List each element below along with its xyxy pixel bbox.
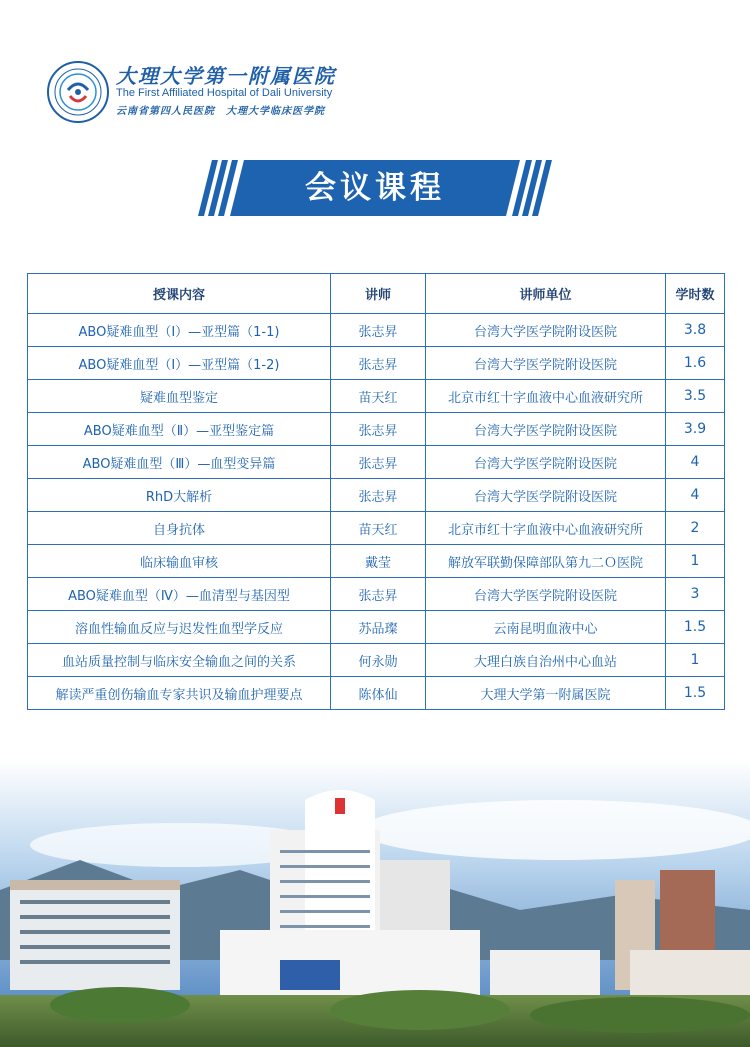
lecturer-unit-cell: 台湾大学医学院附设医院 [426, 413, 666, 446]
credit-hours-cell: 3.9 [666, 413, 725, 446]
table-header-row [28, 274, 725, 314]
course-content-cell: 自身抗体 [28, 512, 331, 545]
credit-hours-cell: 3 [666, 578, 725, 611]
course-content-cell: 血站质量控制与临床安全输血之间的关系 [28, 644, 331, 677]
lecturer-unit-cell: 解放军联勤保障部队第九二Ｏ医院 [426, 545, 666, 578]
lecturer-cell: 陈体仙 [331, 677, 426, 710]
header-course-content: 授课内容 [28, 274, 331, 314]
table-row [28, 512, 725, 545]
credit-hours-cell: 1.5 [666, 611, 725, 644]
hospital-name-en: The First Affiliated Hospital of Dali University [116, 87, 333, 99]
course-table [27, 273, 725, 710]
course-content-cell: 溶血性输血反应与迟发性血型学反应 [28, 611, 331, 644]
header-lecturer: 讲师 [331, 274, 426, 314]
credit-hours-cell: 3.5 [666, 380, 725, 413]
course-content-cell: ABO疑难血型（Ⅱ）—亚型鉴定篇 [28, 413, 331, 446]
table-row [28, 347, 725, 380]
title-banner [205, 160, 545, 216]
course-content-cell: ABO疑难血型（Ⅳ）—血清型与基因型 [28, 578, 331, 611]
table-row [28, 380, 725, 413]
credit-hours-cell: 1.6 [666, 347, 725, 380]
lecturer-cell: 戴莹 [331, 545, 426, 578]
lecturer-unit-cell: 台湾大学医学院附设医院 [426, 479, 666, 512]
table-row [28, 446, 725, 479]
credit-hours-cell: 1 [666, 545, 725, 578]
header-credit-hours: 学时数 [666, 274, 725, 314]
lecturer-cell: 何永勋 [331, 644, 426, 677]
lecturer-cell: 苏品璨 [331, 611, 426, 644]
course-content-cell: 解读严重创伤输血专家共识及输血护理要点 [28, 677, 331, 710]
lecturer-unit-cell: 台湾大学医学院附设医院 [426, 347, 666, 380]
hospital-name-cn: 大理大学第一附属医院 [116, 64, 336, 88]
table-row [28, 413, 725, 446]
course-content-cell: 临床输血审核 [28, 545, 331, 578]
lecturer-cell: 张志昇 [331, 314, 426, 347]
table-row [28, 644, 725, 677]
page-title: 会议课程 [305, 170, 445, 206]
credit-hours-cell: 2 [666, 512, 725, 545]
hospital-campus-photo [0, 760, 750, 1047]
lecturer-cell: 张志昇 [331, 578, 426, 611]
table-row [28, 578, 725, 611]
lecturer-cell: 张志昇 [331, 347, 426, 380]
table-row [28, 314, 725, 347]
table-row [28, 479, 725, 512]
credit-hours-cell: 1 [666, 644, 725, 677]
credit-hours-cell: 3.8 [666, 314, 725, 347]
lecturer-unit-cell: 大理白族自治州中心血站 [426, 644, 666, 677]
course-content-cell: 疑难血型鉴定 [28, 380, 331, 413]
credit-hours-cell: 4 [666, 446, 725, 479]
lecturer-cell: 苗天红 [331, 380, 426, 413]
lecturer-unit-cell: 台湾大学医学院附设医院 [426, 578, 666, 611]
course-content-cell: ABO疑难血型（Ⅰ）—亚型篇（1-2) [28, 347, 331, 380]
lecturer-cell: 苗天红 [331, 512, 426, 545]
lecturer-unit-cell: 台湾大学医学院附设医院 [426, 314, 666, 347]
lecturer-cell: 张志昇 [331, 446, 426, 479]
course-content-cell: RhD大解析 [28, 479, 331, 512]
lecturer-unit-cell: 大理大学第一附属医院 [426, 677, 666, 710]
header-lecturer-unit: 讲师单位 [426, 274, 666, 314]
course-content-cell: ABO疑难血型（Ⅰ）—亚型篇（1-1) [28, 314, 331, 347]
course-content-cell: ABO疑难血型（Ⅲ）—血型变异篇 [28, 446, 331, 479]
credit-hours-cell: 4 [666, 479, 725, 512]
table-row [28, 677, 725, 710]
lecturer-cell: 张志昇 [331, 479, 426, 512]
credit-hours-cell: 1.5 [666, 677, 725, 710]
hospital-subtitle: 云南省第四人民医院 大理大学临床医学院 [116, 106, 325, 117]
table-row [28, 545, 725, 578]
lecturer-unit-cell: 云南昆明血液中心 [426, 611, 666, 644]
lecturer-unit-cell: 台湾大学医学院附设医院 [426, 446, 666, 479]
lecturer-unit-cell: 北京市红十字血液中心血液研究所 [426, 512, 666, 545]
hospital-logo [46, 60, 110, 124]
lecturer-cell: 张志昇 [331, 413, 426, 446]
lecturer-unit-cell: 北京市红十字血液中心血液研究所 [426, 380, 666, 413]
table-row [28, 611, 725, 644]
